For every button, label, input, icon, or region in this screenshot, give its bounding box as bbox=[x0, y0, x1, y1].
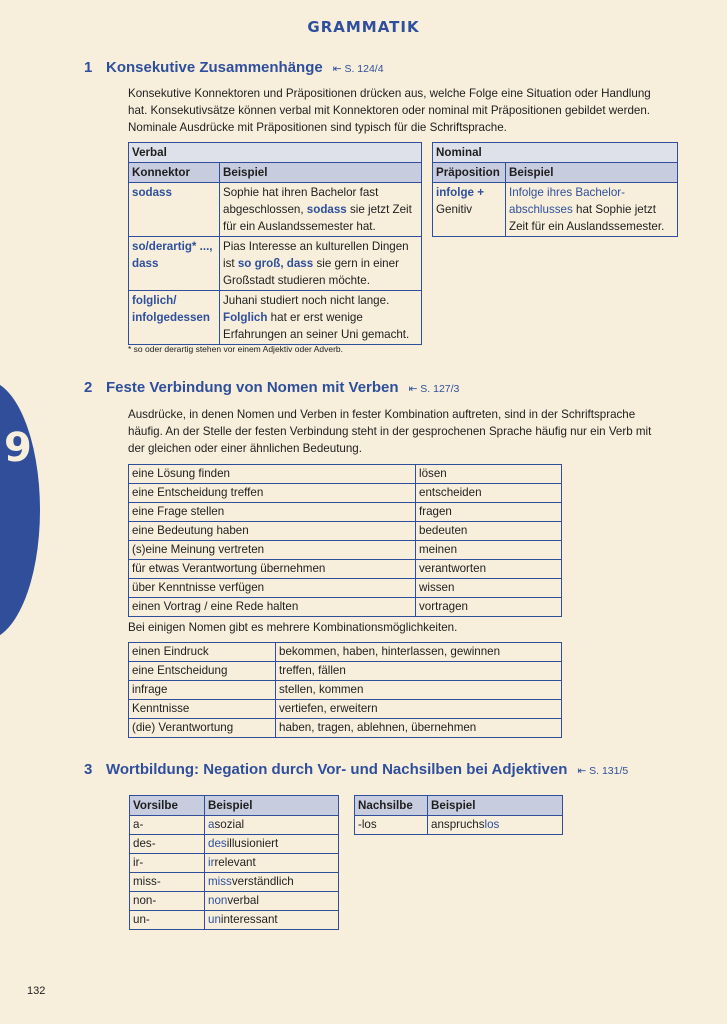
table-row bbox=[129, 291, 422, 345]
column-header: Vorsilbe bbox=[130, 796, 205, 816]
prefix-cell: miss- bbox=[130, 873, 205, 892]
section-1-intro: Konsekutive Konnektoren und Präpositionen drücken aus, welche Folge eine Situation oder Handlung hat. Konsekutivsätze können verbal mit Konnektoren oder nominal mit Präpositionen gebildet werden. Nominale Ausdrücke mit Präpositionen sind typisch für die Schriftsprache. bbox=[128, 87, 651, 134]
table-row bbox=[129, 503, 562, 522]
table-row bbox=[129, 541, 562, 560]
table-row bbox=[129, 237, 422, 291]
expression-cell: Kenntnisse bbox=[129, 700, 276, 719]
prefix-table bbox=[129, 795, 339, 930]
section-number: 2 bbox=[84, 379, 93, 396]
expression-cell: (s)eine Meinung vertreten bbox=[129, 541, 416, 560]
connector-cell: folglich/ infolgedessen bbox=[129, 291, 220, 345]
highlight-text: des bbox=[208, 837, 227, 850]
chapter-badge bbox=[0, 380, 40, 640]
table-row bbox=[130, 892, 339, 911]
example-text: sozial bbox=[214, 818, 245, 831]
column-header: Beispiel bbox=[220, 163, 422, 183]
section-2-note: Bei einigen Nomen gibt es mehrere Kombinationsmöglichkeiten. bbox=[128, 621, 458, 634]
table-row bbox=[130, 911, 339, 930]
expression-cell: über Kenntnisse verfügen bbox=[129, 579, 416, 598]
example-text: relevant bbox=[214, 856, 256, 869]
column-header: Beispiel bbox=[506, 163, 678, 183]
section-1-heading bbox=[84, 59, 384, 76]
example-text: verbal bbox=[227, 894, 259, 907]
arrow-icon: ⇤ bbox=[408, 383, 421, 395]
combination-table bbox=[128, 642, 562, 738]
section-2-heading bbox=[84, 379, 459, 396]
table-row bbox=[129, 465, 562, 484]
table-row bbox=[129, 643, 562, 662]
table-row bbox=[130, 835, 339, 854]
example-cell bbox=[220, 183, 422, 237]
section-title: Wortbildung: Negation durch Vor- und Nachsilben bei Adjektiven bbox=[106, 761, 568, 778]
prefix-cell: non- bbox=[130, 892, 205, 911]
table-row bbox=[129, 662, 562, 681]
suffix-table bbox=[354, 795, 563, 835]
example-cell bbox=[205, 835, 339, 854]
highlight-text: a bbox=[208, 818, 215, 831]
example-cell bbox=[220, 291, 422, 345]
example-text: interessant bbox=[220, 913, 278, 926]
expression-cell: einen Vortrag / eine Rede halten bbox=[129, 598, 416, 617]
table-group-label: Nominal bbox=[433, 143, 678, 163]
column-header: Beispiel bbox=[428, 796, 563, 816]
table-row bbox=[130, 816, 339, 835]
table-row bbox=[129, 183, 422, 237]
table-row bbox=[129, 681, 562, 700]
meaning-cell: lösen bbox=[416, 465, 562, 484]
meaning-cell: wissen bbox=[416, 579, 562, 598]
section-2-intro: Ausdrücke, in denen Nomen und Verben in fester Kombination auftreten, sind in der Schriftsprache häufig. An der Stelle der festen Verbindung steht in der gesprochenen Sprache häufig nur ein Verb mit der gleichen oder einer ähnlichen Bedeutung. bbox=[128, 408, 652, 455]
table-row bbox=[130, 873, 339, 892]
page-ref: S. 124/4 bbox=[344, 63, 384, 75]
meaning-cell: treffen, fällen bbox=[276, 662, 562, 681]
arrow-icon: ⇤ bbox=[332, 63, 345, 75]
expression-cell: eine Frage stellen bbox=[129, 503, 416, 522]
example-cell bbox=[428, 816, 563, 835]
example-text: anspruchs bbox=[431, 818, 485, 831]
highlight-text: miss bbox=[208, 875, 232, 888]
expression-cell: eine Bedeutung haben bbox=[129, 522, 416, 541]
verbal-table bbox=[128, 142, 422, 345]
meaning-cell: entscheiden bbox=[416, 484, 562, 503]
column-header: Beispiel bbox=[205, 796, 339, 816]
column-header: Nachsilbe bbox=[355, 796, 428, 816]
page-ref: S. 127/3 bbox=[420, 383, 460, 395]
preposition-cell bbox=[433, 183, 506, 237]
example-cell bbox=[506, 183, 678, 237]
meaning-cell: verantworten bbox=[416, 560, 562, 579]
meaning-cell: haben, tragen, ablehnen, übernehmen bbox=[276, 719, 562, 738]
table-row bbox=[130, 854, 339, 873]
section-number: 1 bbox=[84, 59, 93, 76]
arrow-icon: ⇤ bbox=[577, 765, 590, 777]
example-text: Sophie hat ihren Bachelor fast abgeschlossen, bbox=[223, 186, 379, 216]
example-text: sie jetzt Zeit für ein Auslandssemester hat. bbox=[223, 203, 412, 233]
table-row bbox=[129, 560, 562, 579]
page-number: 132 bbox=[27, 985, 46, 997]
column-header: Konnektor bbox=[129, 163, 220, 183]
example-cell bbox=[205, 854, 339, 873]
table-group-label: Verbal bbox=[129, 143, 422, 163]
expression-cell: infrage bbox=[129, 681, 276, 700]
meaning-cell: vertiefen, erweitern bbox=[276, 700, 562, 719]
example-cell bbox=[205, 892, 339, 911]
meaning-cell: fragen bbox=[416, 503, 562, 522]
expression-cell: eine Entscheidung treffen bbox=[129, 484, 416, 503]
example-text: illusioniert bbox=[226, 837, 279, 850]
example-text: hat Sophie jetzt Zeit für ein Auslandssemester. bbox=[509, 203, 665, 233]
section-number: 3 bbox=[84, 761, 93, 778]
example-text: sie gern in einer Großstadt studieren möchte. bbox=[223, 257, 399, 287]
prefix-cell: un- bbox=[130, 911, 205, 930]
prefix-cell: ir- bbox=[130, 854, 205, 873]
highlight-text: non bbox=[208, 894, 228, 907]
page-title: GRAMMATIK bbox=[307, 18, 420, 36]
prefix-cell: des- bbox=[130, 835, 205, 854]
meaning-cell: bedeuten bbox=[416, 522, 562, 541]
example-text: verständlich bbox=[231, 875, 294, 888]
case-text: Genitiv bbox=[436, 203, 473, 216]
section-title: Feste Verbindung von Nomen mit Verben bbox=[106, 379, 399, 396]
table-row bbox=[129, 598, 562, 617]
example-cell bbox=[220, 237, 422, 291]
expression-cell: für etwas Verantwortung übernehmen bbox=[129, 560, 416, 579]
expression-cell: einen Eindruck bbox=[129, 643, 276, 662]
page-ref: S. 131/5 bbox=[589, 765, 629, 777]
highlight-text: so groß, dass bbox=[237, 257, 314, 270]
table-row bbox=[355, 816, 563, 835]
example-text: hat er erst wenige Erfahrungen an seiner Uni gemacht. bbox=[223, 311, 410, 341]
footnote: * so oder derartig stehen vor einem Adjektiv oder Adverb. bbox=[128, 344, 343, 354]
table-row bbox=[129, 719, 562, 738]
expression-cell: (die) Verantwortung bbox=[129, 719, 276, 738]
example-cell bbox=[205, 911, 339, 930]
example-cell bbox=[205, 816, 339, 835]
expression-cell: eine Lösung finden bbox=[129, 465, 416, 484]
connector-cell: so/derartig* ..., dass bbox=[129, 237, 220, 291]
connector-cell: sodass bbox=[129, 183, 220, 237]
table-row bbox=[129, 484, 562, 503]
table-row bbox=[129, 700, 562, 719]
example-cell bbox=[205, 873, 339, 892]
highlight-text: un bbox=[208, 913, 221, 926]
highlight-text: infolge + bbox=[436, 186, 484, 199]
table-row bbox=[433, 183, 678, 237]
highlight-text: los bbox=[484, 818, 500, 831]
meaning-cell: stellen, kommen bbox=[276, 681, 562, 700]
column-header: Präposition bbox=[433, 163, 506, 183]
example-text: Juhani studiert noch nicht lange. bbox=[223, 294, 390, 307]
chapter-number: 9 bbox=[4, 425, 32, 471]
meaning-cell: meinen bbox=[416, 541, 562, 560]
meaning-cell: bekommen, haben, hinterlassen, gewinnen bbox=[276, 643, 562, 662]
nominal-table bbox=[432, 142, 678, 237]
example-text: Pias Interesse an kulturellen Dingen ist bbox=[223, 240, 409, 270]
suffix-cell: -los bbox=[355, 816, 428, 835]
prefix-cell: a- bbox=[130, 816, 205, 835]
table-row bbox=[129, 522, 562, 541]
highlight-text: ir bbox=[208, 856, 215, 869]
expression-cell: eine Entscheidung bbox=[129, 662, 276, 681]
verb-noun-table bbox=[128, 464, 562, 617]
table-row bbox=[129, 579, 562, 598]
highlight-text: Folglich bbox=[223, 311, 268, 324]
section-3-heading bbox=[84, 761, 628, 778]
highlight-text: Infolge ihres Bachelor-abschlusses bbox=[509, 186, 625, 216]
section-title: Konsekutive Zusammenhänge bbox=[106, 59, 323, 76]
highlight-text: sodass bbox=[306, 203, 347, 216]
meaning-cell: vortragen bbox=[416, 598, 562, 617]
